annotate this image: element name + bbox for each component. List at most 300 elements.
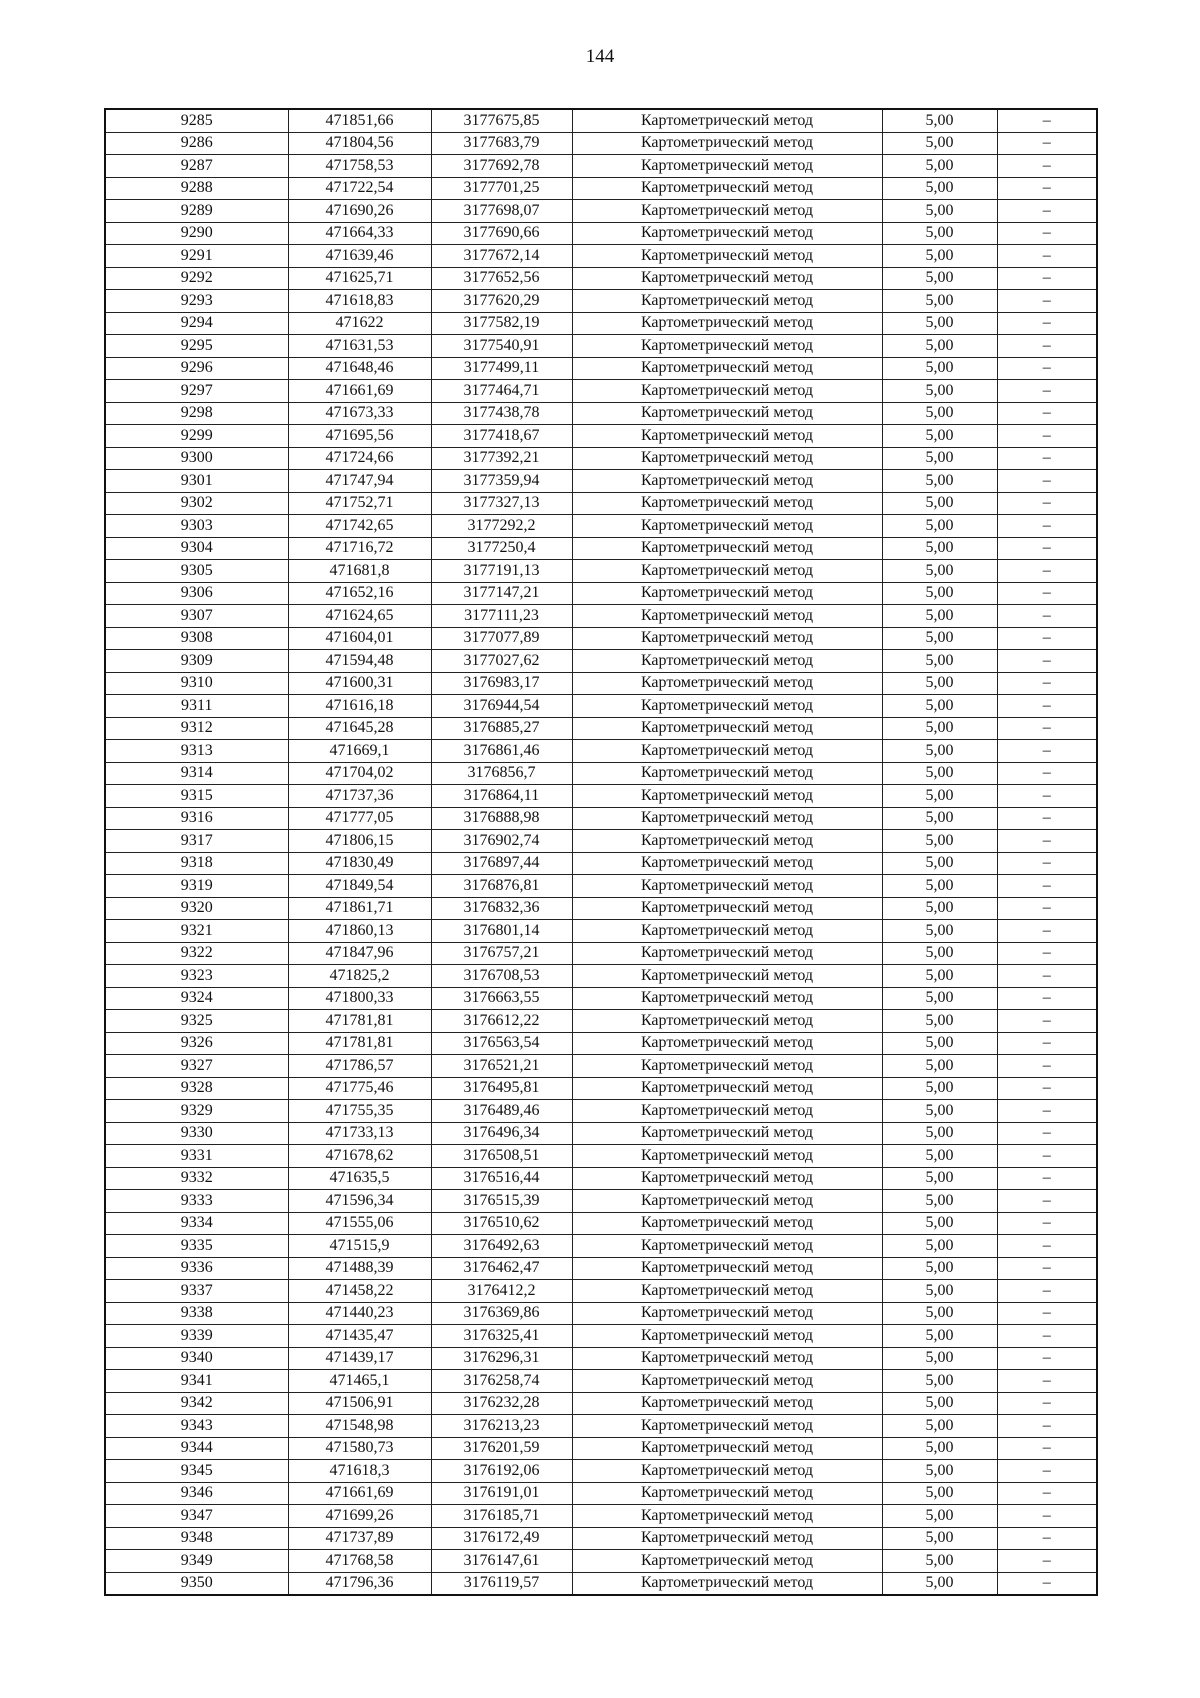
table-row (105, 425, 1097, 448)
table-row (105, 132, 1097, 155)
table-row (105, 109, 1097, 132)
method-cell: Картометрический метод (572, 920, 882, 943)
x-coordinate-cell: 471699,26 (288, 1505, 431, 1528)
accuracy-cell: 5,00 (882, 897, 997, 920)
x-coordinate-cell: 471800,33 (288, 987, 431, 1010)
y-coordinate-cell: 3176864,11 (431, 785, 572, 808)
method-cell: Картометрический метод (572, 447, 882, 470)
point-number-cell: 9309 (105, 650, 288, 673)
y-coordinate-cell: 3177359,94 (431, 470, 572, 493)
y-coordinate-cell: 3176902,74 (431, 830, 572, 853)
method-cell: Картометрический метод (572, 1145, 882, 1168)
accuracy-cell: 5,00 (882, 1257, 997, 1280)
x-coordinate-cell: 471755,35 (288, 1100, 431, 1123)
method-cell: Картометрический метод (572, 312, 882, 335)
description-cell: – (997, 695, 1097, 718)
accuracy-cell: 5,00 (882, 560, 997, 583)
point-number-cell: 9333 (105, 1190, 288, 1213)
method-cell: Картометрический метод (572, 942, 882, 965)
accuracy-cell: 5,00 (882, 920, 997, 943)
description-cell: – (997, 740, 1097, 763)
method-cell: Картометрический метод (572, 605, 882, 628)
x-coordinate-cell: 471861,71 (288, 897, 431, 920)
x-coordinate-cell: 471669,1 (288, 740, 431, 763)
accuracy-cell: 5,00 (882, 200, 997, 223)
method-cell: Картометрический метод (572, 785, 882, 808)
table-row (105, 1325, 1097, 1348)
description-cell: – (997, 942, 1097, 965)
x-coordinate-cell: 471737,36 (288, 785, 431, 808)
method-cell: Картометрический метод (572, 1482, 882, 1505)
x-coordinate-cell: 471548,98 (288, 1415, 431, 1438)
description-cell: – (997, 1145, 1097, 1168)
y-coordinate-cell: 3177683,79 (431, 132, 572, 155)
y-coordinate-cell: 3176515,39 (431, 1190, 572, 1213)
point-number-cell: 9315 (105, 785, 288, 808)
table-row (105, 1055, 1097, 1078)
point-number-cell: 9331 (105, 1145, 288, 1168)
table-row (105, 470, 1097, 493)
table-row (105, 335, 1097, 358)
y-coordinate-cell: 3177250,4 (431, 537, 572, 560)
y-coordinate-cell: 3177701,25 (431, 177, 572, 200)
description-cell: – (997, 627, 1097, 650)
coordinates-table (104, 108, 1098, 1596)
accuracy-cell: 5,00 (882, 717, 997, 740)
method-cell: Картометрический метод (572, 897, 882, 920)
description-cell: – (997, 492, 1097, 515)
method-cell: Картометрический метод (572, 695, 882, 718)
table-row (105, 1010, 1097, 1033)
method-cell: Картометрический метод (572, 177, 882, 200)
x-coordinate-cell: 471722,54 (288, 177, 431, 200)
accuracy-cell: 5,00 (882, 335, 997, 358)
description-cell: – (997, 1415, 1097, 1438)
description-cell: – (997, 222, 1097, 245)
accuracy-cell: 5,00 (882, 155, 997, 178)
table-row (105, 515, 1097, 538)
y-coordinate-cell: 3177292,2 (431, 515, 572, 538)
description-cell: – (997, 1280, 1097, 1303)
accuracy-cell: 5,00 (882, 1235, 997, 1258)
point-number-cell: 9334 (105, 1212, 288, 1235)
y-coordinate-cell: 3177698,07 (431, 200, 572, 223)
description-cell: – (997, 447, 1097, 470)
table-row (105, 155, 1097, 178)
table-row (105, 1077, 1097, 1100)
point-number-cell: 9291 (105, 245, 288, 268)
coordinates-table-body (105, 109, 1097, 1595)
method-cell: Картометрический метод (572, 470, 882, 493)
accuracy-cell: 5,00 (882, 582, 997, 605)
description-cell: – (997, 830, 1097, 853)
table-row (105, 267, 1097, 290)
y-coordinate-cell: 3177392,21 (431, 447, 572, 470)
y-coordinate-cell: 3176861,46 (431, 740, 572, 763)
point-number-cell: 9295 (105, 335, 288, 358)
method-cell: Картометрический метод (572, 627, 882, 650)
y-coordinate-cell: 3176147,61 (431, 1550, 572, 1573)
accuracy-cell: 5,00 (882, 852, 997, 875)
point-number-cell: 9288 (105, 177, 288, 200)
accuracy-cell: 5,00 (882, 1527, 997, 1550)
method-cell: Картометрический метод (572, 672, 882, 695)
accuracy-cell: 5,00 (882, 1077, 997, 1100)
point-number-cell: 9313 (105, 740, 288, 763)
method-cell: Картометрический метод (572, 1055, 882, 1078)
method-cell: Картометрический метод (572, 1212, 882, 1235)
y-coordinate-cell: 3177418,67 (431, 425, 572, 448)
accuracy-cell: 5,00 (882, 1100, 997, 1123)
x-coordinate-cell: 471661,69 (288, 380, 431, 403)
y-coordinate-cell: 3176191,01 (431, 1482, 572, 1505)
table-row (105, 582, 1097, 605)
y-coordinate-cell: 3176172,49 (431, 1527, 572, 1550)
accuracy-cell: 5,00 (882, 1482, 997, 1505)
y-coordinate-cell: 3176201,59 (431, 1437, 572, 1460)
y-coordinate-cell: 3176192,06 (431, 1460, 572, 1483)
description-cell: – (997, 1235, 1097, 1258)
method-cell: Картометрический метод (572, 1167, 882, 1190)
method-cell: Картометрический метод (572, 717, 882, 740)
description-cell: – (997, 1212, 1097, 1235)
x-coordinate-cell: 471673,33 (288, 402, 431, 425)
x-coordinate-cell: 471652,16 (288, 582, 431, 605)
method-cell: Картометрический метод (572, 965, 882, 988)
description-cell: – (997, 1257, 1097, 1280)
description-cell: – (997, 672, 1097, 695)
accuracy-cell: 5,00 (882, 222, 997, 245)
y-coordinate-cell: 3177620,29 (431, 290, 572, 313)
point-number-cell: 9325 (105, 1010, 288, 1033)
y-coordinate-cell: 3177077,89 (431, 627, 572, 650)
description-cell: – (997, 1190, 1097, 1213)
accuracy-cell: 5,00 (882, 1415, 997, 1438)
method-cell: Картометрический метод (572, 560, 882, 583)
y-coordinate-cell: 3176185,71 (431, 1505, 572, 1528)
x-coordinate-cell: 471695,56 (288, 425, 431, 448)
method-cell: Картометрический метод (572, 132, 882, 155)
description-cell: – (997, 605, 1097, 628)
description-cell: – (997, 785, 1097, 808)
table-row (105, 1212, 1097, 1235)
y-coordinate-cell: 3176876,81 (431, 875, 572, 898)
table-row (105, 695, 1097, 718)
description-cell: – (997, 920, 1097, 943)
x-coordinate-cell: 471733,13 (288, 1122, 431, 1145)
point-number-cell: 9303 (105, 515, 288, 538)
point-number-cell: 9293 (105, 290, 288, 313)
table-row (105, 537, 1097, 560)
description-cell: – (997, 965, 1097, 988)
method-cell: Картометрический метод (572, 1460, 882, 1483)
accuracy-cell: 5,00 (882, 1190, 997, 1213)
x-coordinate-cell: 471851,66 (288, 109, 431, 132)
point-number-cell: 9350 (105, 1572, 288, 1595)
x-coordinate-cell: 471458,22 (288, 1280, 431, 1303)
x-coordinate-cell: 471830,49 (288, 852, 431, 875)
table-row (105, 1550, 1097, 1573)
description-cell: – (997, 1010, 1097, 1033)
y-coordinate-cell: 3176516,44 (431, 1167, 572, 1190)
accuracy-cell: 5,00 (882, 672, 997, 695)
point-number-cell: 9340 (105, 1347, 288, 1370)
accuracy-cell: 5,00 (882, 425, 997, 448)
description-cell: – (997, 582, 1097, 605)
x-coordinate-cell: 471604,01 (288, 627, 431, 650)
point-number-cell: 9308 (105, 627, 288, 650)
description-cell: – (997, 1527, 1097, 1550)
accuracy-cell: 5,00 (882, 447, 997, 470)
description-cell: – (997, 380, 1097, 403)
accuracy-cell: 5,00 (882, 1280, 997, 1303)
x-coordinate-cell: 471555,06 (288, 1212, 431, 1235)
x-coordinate-cell: 471678,62 (288, 1145, 431, 1168)
point-number-cell: 9322 (105, 942, 288, 965)
accuracy-cell: 5,00 (882, 470, 997, 493)
accuracy-cell: 5,00 (882, 1370, 997, 1393)
method-cell: Картометрический метод (572, 1302, 882, 1325)
accuracy-cell: 5,00 (882, 1302, 997, 1325)
y-coordinate-cell: 3176213,23 (431, 1415, 572, 1438)
x-coordinate-cell: 471777,05 (288, 807, 431, 830)
table-row (105, 627, 1097, 650)
x-coordinate-cell: 471747,94 (288, 470, 431, 493)
method-cell: Картометрический метод (572, 1347, 882, 1370)
description-cell: – (997, 200, 1097, 223)
x-coordinate-cell: 471624,65 (288, 605, 431, 628)
method-cell: Картометрический метод (572, 1370, 882, 1393)
point-number-cell: 9301 (105, 470, 288, 493)
method-cell: Картометрический метод (572, 1077, 882, 1100)
point-number-cell: 9346 (105, 1482, 288, 1505)
method-cell: Картометрический метод (572, 267, 882, 290)
accuracy-cell: 5,00 (882, 357, 997, 380)
x-coordinate-cell: 471860,13 (288, 920, 431, 943)
description-cell: – (997, 1347, 1097, 1370)
description-cell: – (997, 650, 1097, 673)
table-row (105, 740, 1097, 763)
y-coordinate-cell: 3176663,55 (431, 987, 572, 1010)
accuracy-cell: 5,00 (882, 312, 997, 335)
table-row (105, 245, 1097, 268)
y-coordinate-cell: 3176832,36 (431, 897, 572, 920)
table-row (105, 447, 1097, 470)
point-number-cell: 9317 (105, 830, 288, 853)
x-coordinate-cell: 471580,73 (288, 1437, 431, 1460)
accuracy-cell: 5,00 (882, 1032, 997, 1055)
table-row (105, 177, 1097, 200)
description-cell: – (997, 1167, 1097, 1190)
method-cell: Картометрический метод (572, 492, 882, 515)
x-coordinate-cell: 471596,34 (288, 1190, 431, 1213)
accuracy-cell: 5,00 (882, 650, 997, 673)
accuracy-cell: 5,00 (882, 1460, 997, 1483)
table-row (105, 1572, 1097, 1595)
y-coordinate-cell: 3177327,13 (431, 492, 572, 515)
method-cell: Картометрический метод (572, 200, 882, 223)
y-coordinate-cell: 3176856,7 (431, 762, 572, 785)
x-coordinate-cell: 471716,72 (288, 537, 431, 560)
table-row (105, 1190, 1097, 1213)
description-cell: – (997, 109, 1097, 132)
accuracy-cell: 5,00 (882, 942, 997, 965)
table-row (105, 1505, 1097, 1528)
accuracy-cell: 5,00 (882, 1550, 997, 1573)
table-row (105, 290, 1097, 313)
description-cell: – (997, 425, 1097, 448)
table-row (105, 1370, 1097, 1393)
accuracy-cell: 5,00 (882, 515, 997, 538)
y-coordinate-cell: 3176119,57 (431, 1572, 572, 1595)
point-number-cell: 9290 (105, 222, 288, 245)
table-row (105, 717, 1097, 740)
method-cell: Картометрический метод (572, 987, 882, 1010)
point-number-cell: 9285 (105, 109, 288, 132)
point-number-cell: 9296 (105, 357, 288, 380)
x-coordinate-cell: 471645,28 (288, 717, 431, 740)
point-number-cell: 9299 (105, 425, 288, 448)
table-row (105, 1347, 1097, 1370)
description-cell: – (997, 1460, 1097, 1483)
method-cell: Картометрический метод (572, 222, 882, 245)
table-row (105, 560, 1097, 583)
description-cell: – (997, 290, 1097, 313)
y-coordinate-cell: 3177464,71 (431, 380, 572, 403)
x-coordinate-cell: 471847,96 (288, 942, 431, 965)
x-coordinate-cell: 471616,18 (288, 695, 431, 718)
point-number-cell: 9344 (105, 1437, 288, 1460)
method-cell: Картометрический метод (572, 762, 882, 785)
description-cell: – (997, 1055, 1097, 1078)
table-row (105, 380, 1097, 403)
accuracy-cell: 5,00 (882, 987, 997, 1010)
point-number-cell: 9342 (105, 1392, 288, 1415)
accuracy-cell: 5,00 (882, 807, 997, 830)
point-number-cell: 9314 (105, 762, 288, 785)
point-number-cell: 9292 (105, 267, 288, 290)
table-row (105, 965, 1097, 988)
accuracy-cell: 5,00 (882, 1145, 997, 1168)
table-row (105, 402, 1097, 425)
accuracy-cell: 5,00 (882, 132, 997, 155)
description-cell: – (997, 245, 1097, 268)
x-coordinate-cell: 471781,81 (288, 1010, 431, 1033)
point-number-cell: 9310 (105, 672, 288, 695)
x-coordinate-cell: 471631,53 (288, 335, 431, 358)
y-coordinate-cell: 3176521,21 (431, 1055, 572, 1078)
description-cell: – (997, 897, 1097, 920)
table-row (105, 1482, 1097, 1505)
accuracy-cell: 5,00 (882, 1167, 997, 1190)
point-number-cell: 9306 (105, 582, 288, 605)
accuracy-cell: 5,00 (882, 1010, 997, 1033)
accuracy-cell: 5,00 (882, 875, 997, 898)
method-cell: Картометрический метод (572, 582, 882, 605)
point-number-cell: 9347 (105, 1505, 288, 1528)
x-coordinate-cell: 471768,58 (288, 1550, 431, 1573)
point-number-cell: 9337 (105, 1280, 288, 1303)
description-cell: – (997, 335, 1097, 358)
table-row (105, 1122, 1097, 1145)
description-cell: – (997, 1077, 1097, 1100)
description-cell: – (997, 1505, 1097, 1528)
y-coordinate-cell: 3177652,56 (431, 267, 572, 290)
y-coordinate-cell: 3176369,86 (431, 1302, 572, 1325)
point-number-cell: 9297 (105, 380, 288, 403)
point-number-cell: 9335 (105, 1235, 288, 1258)
x-coordinate-cell: 471737,89 (288, 1527, 431, 1550)
description-cell: – (997, 1550, 1097, 1573)
table-row (105, 357, 1097, 380)
page-number: 144 (585, 46, 615, 67)
x-coordinate-cell: 471465,1 (288, 1370, 431, 1393)
accuracy-cell: 5,00 (882, 1212, 997, 1235)
description-cell: – (997, 132, 1097, 155)
accuracy-cell: 5,00 (882, 177, 997, 200)
point-number-cell: 9332 (105, 1167, 288, 1190)
method-cell: Картометрический метод (572, 1527, 882, 1550)
x-coordinate-cell: 471506,91 (288, 1392, 431, 1415)
method-cell: Картометрический метод (572, 109, 882, 132)
y-coordinate-cell: 3176563,54 (431, 1032, 572, 1055)
table-row (105, 987, 1097, 1010)
x-coordinate-cell: 471664,33 (288, 222, 431, 245)
point-number-cell: 9300 (105, 447, 288, 470)
accuracy-cell: 5,00 (882, 267, 997, 290)
method-cell: Картометрический метод (572, 335, 882, 358)
x-coordinate-cell: 471704,02 (288, 762, 431, 785)
description-cell: – (997, 1032, 1097, 1055)
point-number-cell: 9328 (105, 1077, 288, 1100)
point-number-cell: 9329 (105, 1100, 288, 1123)
method-cell: Картометрический метод (572, 1392, 882, 1415)
y-coordinate-cell: 3177027,62 (431, 650, 572, 673)
y-coordinate-cell: 3177675,85 (431, 109, 572, 132)
table-row (105, 920, 1097, 943)
table-row (105, 312, 1097, 335)
description-cell: – (997, 357, 1097, 380)
description-cell: – (997, 1370, 1097, 1393)
point-number-cell: 9294 (105, 312, 288, 335)
accuracy-cell: 5,00 (882, 627, 997, 650)
table-row (105, 1145, 1097, 1168)
x-coordinate-cell: 471600,31 (288, 672, 431, 695)
y-coordinate-cell: 3176412,2 (431, 1280, 572, 1303)
y-coordinate-cell: 3176325,41 (431, 1325, 572, 1348)
table-row (105, 1415, 1097, 1438)
point-number-cell: 9343 (105, 1415, 288, 1438)
x-coordinate-cell: 471488,39 (288, 1257, 431, 1280)
table-row (105, 605, 1097, 628)
x-coordinate-cell: 471648,46 (288, 357, 431, 380)
table-row (105, 875, 1097, 898)
x-coordinate-cell: 471724,66 (288, 447, 431, 470)
point-number-cell: 9348 (105, 1527, 288, 1550)
description-cell: – (997, 1325, 1097, 1348)
table-row (105, 1280, 1097, 1303)
method-cell: Картометрический метод (572, 1550, 882, 1573)
point-number-cell: 9311 (105, 695, 288, 718)
table-row (105, 807, 1097, 830)
description-cell: – (997, 1572, 1097, 1595)
point-number-cell: 9286 (105, 132, 288, 155)
table-row (105, 492, 1097, 515)
x-coordinate-cell: 471594,48 (288, 650, 431, 673)
x-coordinate-cell: 471681,8 (288, 560, 431, 583)
description-cell: – (997, 537, 1097, 560)
x-coordinate-cell: 471515,9 (288, 1235, 431, 1258)
